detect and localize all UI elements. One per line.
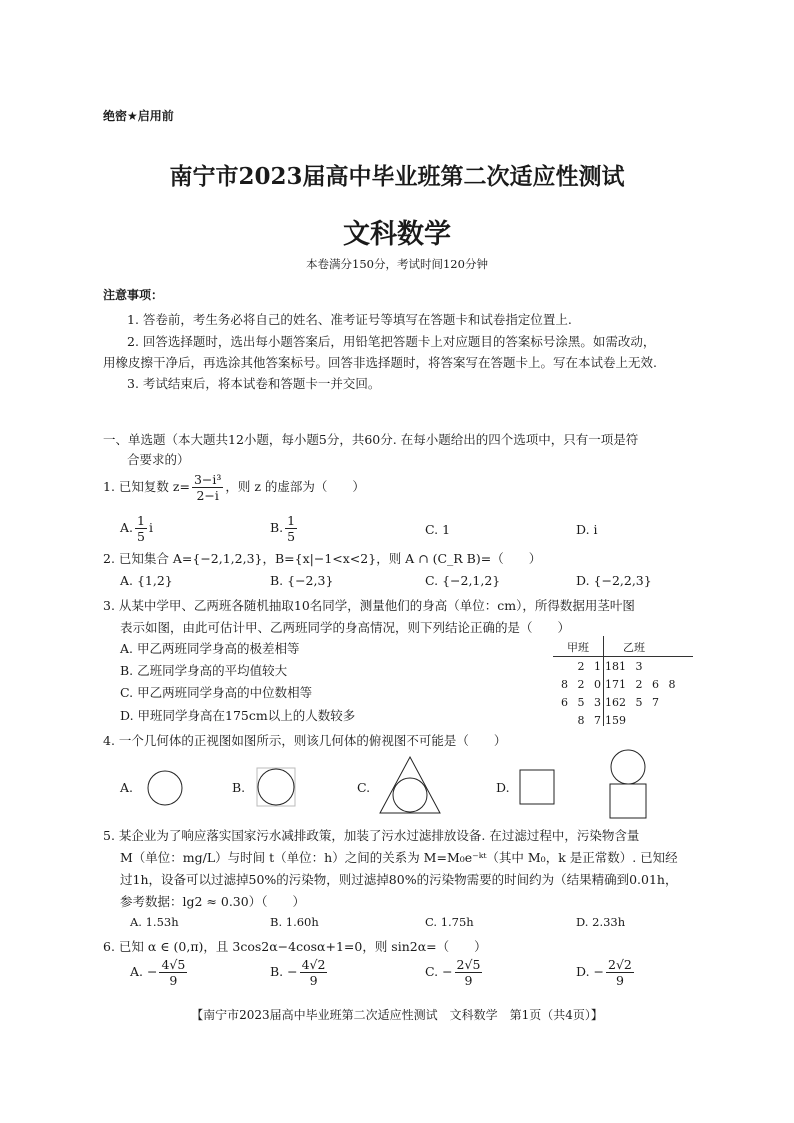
table-row: 8 2 0 17 1 2 6 8 [561, 678, 676, 691]
question-4: 4. 一个几何体的正视图如图所示，则该几何体的俯视图不可能是（ ） [103, 733, 507, 748]
q3-option-d: D. 甲班同学身高在175cm以上的人数较多 [120, 708, 356, 723]
q3-option-a: A. 甲乙两班同学身高的极差相等 [120, 641, 300, 656]
numerator: 3−i³ [193, 472, 222, 487]
q2-option-c: C. {−2,1,2} [425, 573, 501, 588]
question-5-cont: M（单位：mg/L）与时间 t（单位：h）之间的关系为 M=M₀e⁻ᵏᵗ（其中 M₀，k 是正常数）. 已知经 [120, 850, 678, 865]
front-view-figure [604, 748, 654, 820]
subject-title: 文科数学 [343, 219, 451, 250]
q1-stem: 1. 已知复数 z= [103, 479, 190, 494]
q1-option-d: D. i [576, 522, 598, 537]
note-item: 2. 回答选择题时，选出每小题答案后，用铅笔把答题卡上对应题目的答案标号涂黑。如需改动， [127, 334, 656, 349]
circle-in-triangle-figure [378, 755, 442, 815]
exam-info: 本卷满分150分，考试时间120分钟 [306, 257, 488, 271]
q4-option-d: D. [496, 780, 510, 795]
fraction [192, 472, 223, 503]
q4-option-a: A. [120, 780, 134, 795]
q5-option-d: D. 2.33h [576, 915, 626, 929]
circle-figure [145, 768, 185, 808]
q3-option-c: C. 甲乙两班同学身高的中位数相等 [120, 685, 313, 700]
question-5: 5. 某企业为了响应落实国家污水减排政策，加装了污水过滤排放设备. 在过滤过程中，污染物含量 [103, 828, 640, 843]
q1-option-b: B. $\frac{1}{5}$ [270, 513, 296, 544]
table-row: 2 1 18 1 3 [577, 660, 643, 673]
note-item: 3. 考试结束后，将本试卷和答题卡一并交回。 [127, 376, 381, 391]
q4-option-c: C. [357, 780, 371, 795]
q2-option-b: B. {−2,3} [270, 573, 334, 588]
q1-option-c: C. 1 [425, 522, 451, 537]
note-item: 用橡皮擦干净后，再选涂其他答案标号。回答非选择题时，将答案写在答题卡上。写在本试卷上无效. [103, 355, 657, 370]
question-3-cont: 表示如图，由此可估计甲、乙两班同学的身高情况，则下列结论正确的是（ ） [120, 620, 571, 635]
q1-stem-end: ，则 z 的虚部为（ ） [225, 479, 365, 494]
q2-option-a: A. {1,2} [120, 573, 173, 588]
section-heading-cont: 合要求的） [127, 452, 190, 467]
table-row: 6 5 3 16 2 5 7 [561, 696, 659, 709]
table-row: 8 7 15 9 [577, 714, 626, 727]
denominator: 2−i [196, 488, 219, 503]
square-figure [518, 768, 558, 808]
q5-option-a: A. 1.53h [130, 915, 179, 929]
q6-option-b: B. − $\frac{4√2}{9}$ [270, 957, 326, 988]
page-footer: 【南宁市2023届高中毕业班第二次适应性测试 文科数学 第1页（共4页）】 [191, 1008, 603, 1022]
question-5-cont: 过1h，设备可以过滤掉50%的污染物，则过滤掉80%的污染物需要的时间约为（结果精确到0.01h， [120, 872, 678, 887]
q6-option-d: D. − $\frac{2√2}{9}$ [576, 957, 632, 988]
question-6: 6. 已知 α ∈ (0,π)，且 3cos2α−4cosα+1=0，则 sin2α=（ ） [103, 939, 487, 954]
section-heading: 一、单选题（本大题共12小题，每小题5分，共60分. 在每小题给出的四个选项中，只有一项是符 [103, 432, 639, 447]
q6-option-a: A. − $\frac{4√5}{9}$ [130, 957, 186, 988]
question-1 [103, 472, 365, 503]
stem-leaf-plot [553, 636, 693, 726]
exam-title: 南宁市2023届高中毕业班第二次适应性测试 [169, 163, 625, 190]
question-5-cont: 参考数据：lg2 ≈ 0.30）（ ） [120, 894, 305, 909]
q4-option-b: B. [232, 780, 246, 795]
q5-option-b: B. 1.60h [270, 915, 319, 929]
circle-in-square-figure [255, 766, 299, 810]
q6-option-c: C. − $\frac{2√5}{9}$ [425, 957, 481, 988]
question-3: 3. 从某中学甲、乙两班各随机抽取10名同学，测量他们的身高（单位：cm），所得数据用茎叶图 [103, 598, 635, 613]
notes-heading: 注意事项： [103, 288, 164, 302]
secret-label: 绝密★启用前 [103, 109, 174, 123]
question-2: 2. 已知集合 A={−2,1,2,3}，B={x|−1<x<2}，则 A ∩ (C_R B)=（ ） [103, 551, 542, 566]
q2-option-d: D. {−2,2,3} [576, 573, 652, 588]
q1-option-a: A. $\frac{1}{5}$ i [120, 513, 153, 544]
q5-option-c: C. 1.75h [425, 915, 474, 929]
q3-option-b: B. 乙班同学身高的平均值较大 [120, 663, 288, 678]
note-item: 1. 答卷前，考生务必将自己的姓名、准考证号等填写在答题卡和试卷指定位置上. [127, 312, 572, 327]
left-header: 甲班 [567, 641, 589, 654]
right-header: 乙班 [623, 641, 645, 654]
